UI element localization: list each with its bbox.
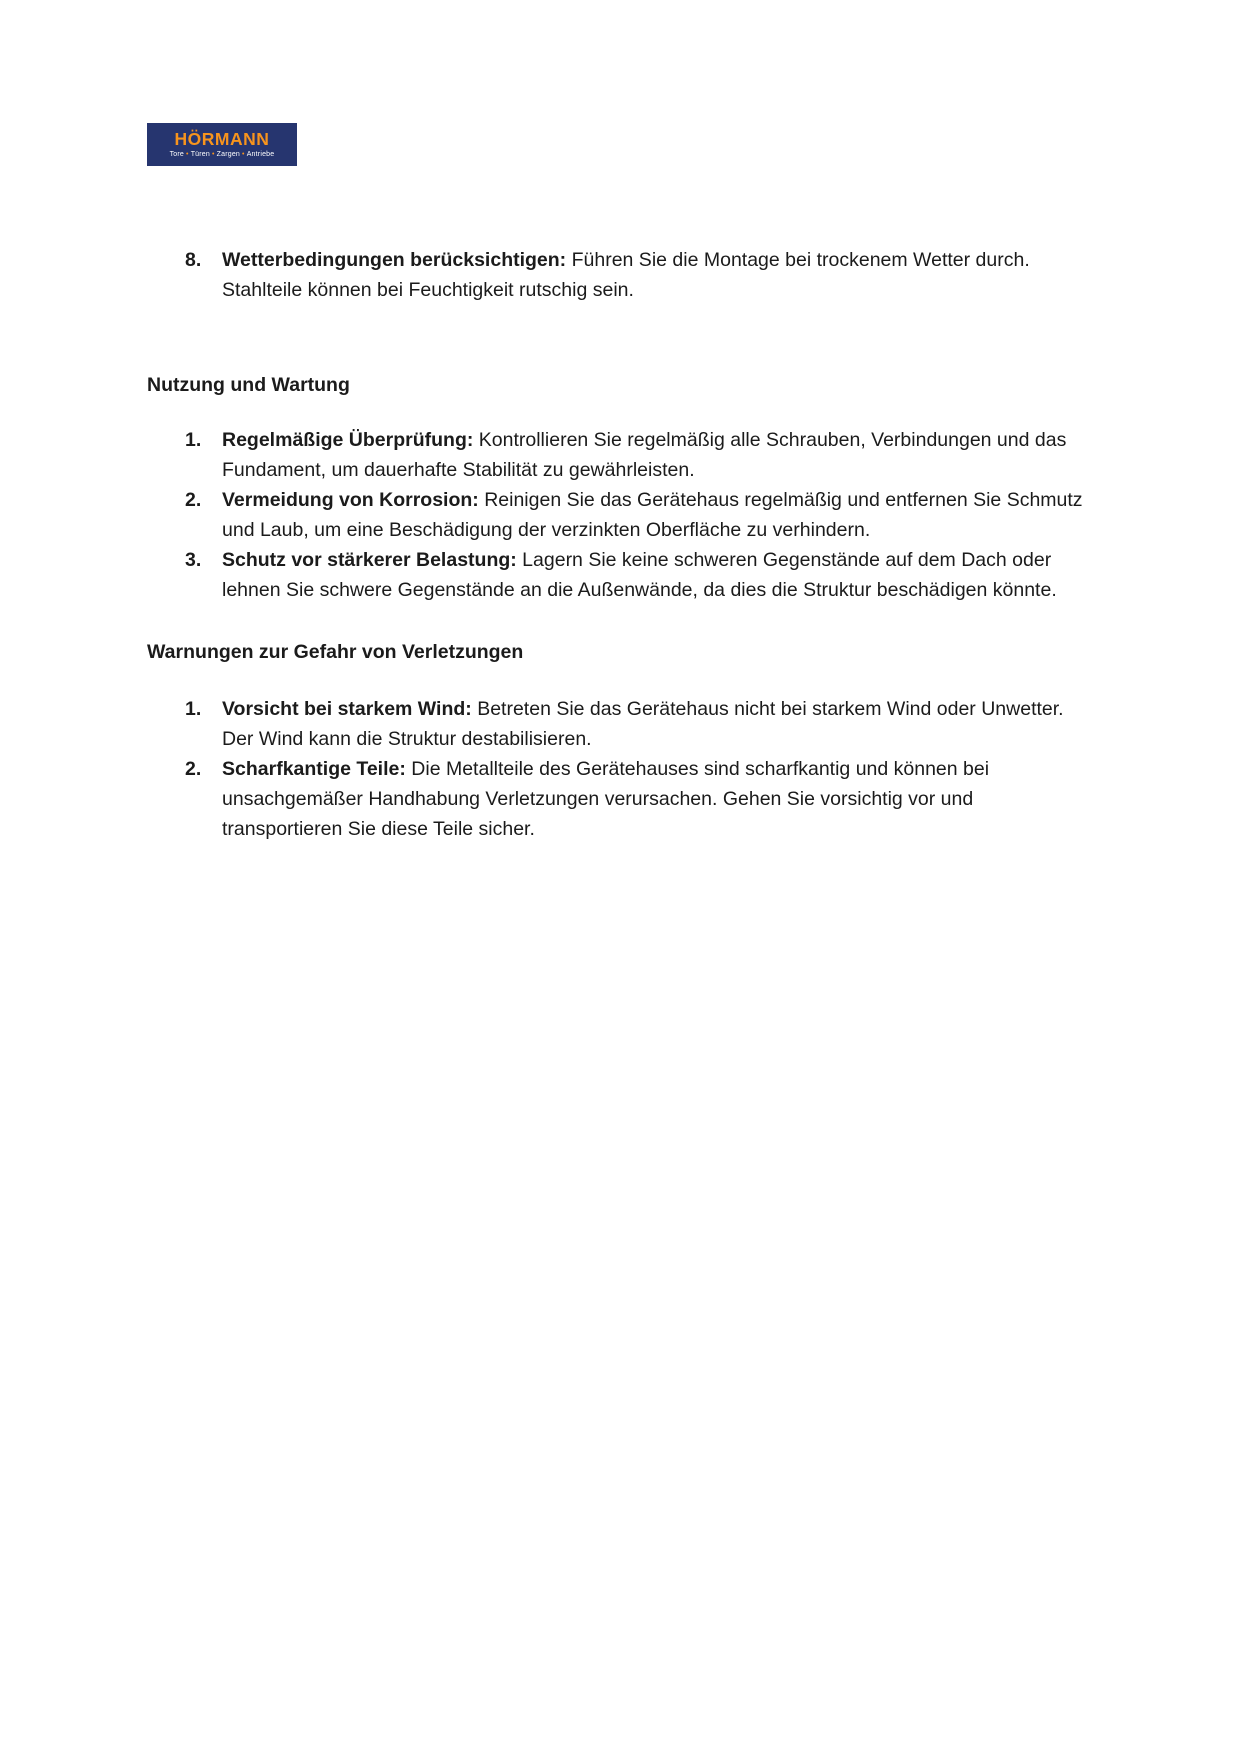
list-item-lead: Scharfkantige Teile: [222, 758, 406, 780]
list-item-lead: Vermeidung von Korrosion: [222, 489, 479, 511]
list-item-lead: Regelmäßige Überprüfung: [222, 429, 474, 451]
logo-tagline-separator-icon: • [242, 150, 245, 158]
list-item-vermeidung-von-korrosion [147, 485, 1093, 545]
section-heading-nutzung-und-wartung: Nutzung und Wartung [147, 374, 350, 396]
hoermann-logo-brand-text: HÖRMANN [174, 129, 270, 150]
list-item-lead: Schutz vor stärkerer Belastung: [222, 549, 517, 571]
list-item-number: 1. [185, 429, 202, 451]
list-item-text [222, 485, 1093, 545]
logo-tagline-word-zargen: Zargen [216, 150, 241, 158]
list-item-scharfkantige-teile [147, 754, 1093, 844]
list-item-body: Die Metallteile des Gerätehauses sind scharfkantig und können bei unsachgemäßer Handhabung Verletzungen verursachen. Gehen Sie vorsichtig vor und transportieren Sie diese Teile sicher. [222, 758, 990, 840]
logo-tagline-word-tueren: Türen [190, 150, 210, 158]
logo-tagline-word-antriebe: Antriebe [246, 150, 275, 158]
list-item-body: Reinigen Sie das Gerätehaus regelmäßig und entfernen Sie Schmutz und Laub, um eine Beschädigung der verzinkten Oberfläche zu verhindern. [222, 489, 1083, 541]
list-item-number: 1. [185, 698, 202, 720]
list-item-text [222, 545, 1093, 605]
list-item-number: 3. [185, 549, 202, 571]
list-item-body: Kontrollieren Sie regelmäßig alle Schrauben, Verbindungen und das Fundament, um dauerhafte Stabilität zu gewährleisten. [222, 429, 1067, 481]
list-item-number: 2. [185, 758, 202, 780]
list-item-wetterbedingungen [147, 245, 1093, 305]
list-item-body: Führen Sie die Montage bei trockenem Wetter durch. Stahlteile können bei Feuchtigkeit rutschig sein. [222, 249, 1030, 301]
nutzung-wartung-list [147, 425, 1093, 605]
warnungen-list [147, 694, 1093, 844]
list-item-text [222, 754, 1093, 844]
list-item-number: 2. [185, 489, 202, 511]
list-item-text [222, 425, 1093, 485]
list-item-text [222, 694, 1093, 754]
list-item-schutz-vor-belastung [147, 545, 1093, 605]
montage-list-continued [147, 245, 1093, 305]
list-item-lead: Wetterbedingungen berücksichtigen: [222, 249, 567, 271]
document-content [0, 0, 1240, 844]
list-item-vorsicht-bei-wind [147, 694, 1093, 754]
list-item-text [222, 245, 1093, 305]
logo-tagline-separator-icon: • [186, 150, 189, 158]
list-item-body: Lagern Sie keine schweren Gegenstände auf dem Dach oder lehnen Sie schwere Gegenstände an die Außenwände, da dies die Struktur beschädigen könnte. [222, 549, 1057, 601]
list-item-regelmaessige-ueberpruefung [147, 425, 1093, 485]
list-item-lead: Vorsicht bei starkem Wind: [222, 698, 472, 720]
list-item-number: 8. [185, 249, 202, 271]
list-item-body: Betreten Sie das Gerätehaus nicht bei starkem Wind oder Unwetter. Der Wind kann die Struktur destabilisieren. [222, 698, 1064, 750]
logo-tagline-separator-icon: • [211, 150, 215, 158]
logo-tagline-word-tore: Tore [169, 150, 185, 158]
section-heading-warnungen-verletzungen: Warnungen zur Gefahr von Verletzungen [147, 641, 524, 663]
